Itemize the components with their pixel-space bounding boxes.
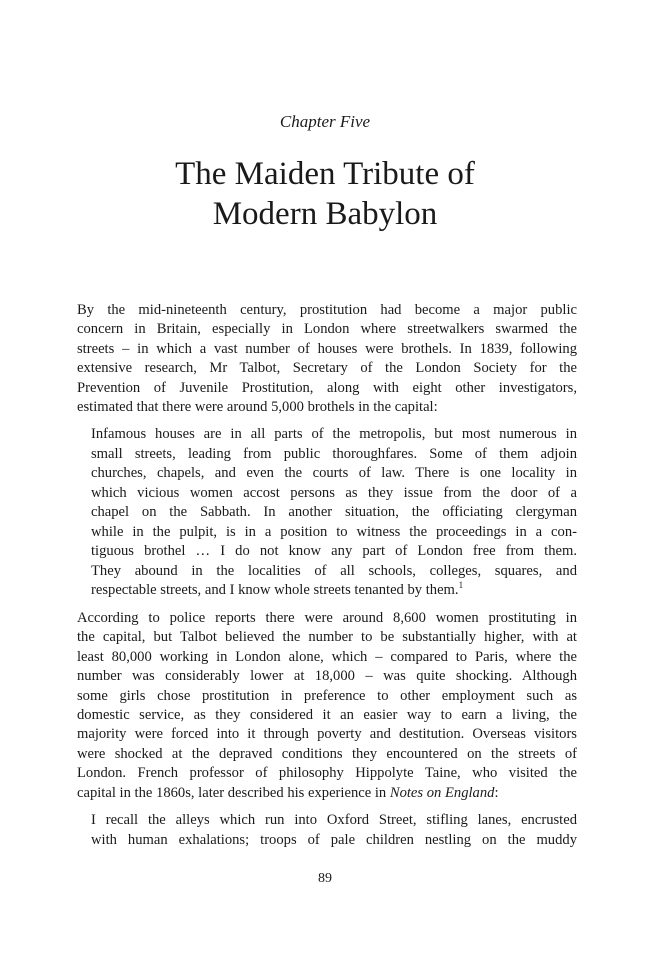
quote-line-text: respectable streets, and I know whole streets tenanted by them.	[91, 582, 459, 599]
text-line: London. French professor of philosophy Hippolyte Taine, who visited the	[77, 765, 577, 782]
body-text	[77, 301, 577, 858]
text-line: concern in Britain, especially in London where streetwalkers swarmed the	[77, 321, 577, 338]
book-title-italic: Notes on England	[389, 784, 495, 801]
text-line: were shocked at the depraved conditions they encountered on the streets of	[77, 745, 577, 762]
quote-line: I recall the alleys which run into Oxford Street, stifling lanes, encrusted	[91, 812, 577, 828]
quote-line: while in the pulpit, is in a position to witness the proceedings in a con-	[91, 523, 577, 540]
paragraph-1	[77, 301, 577, 417]
quote-line: churches, chapels, and even the courts of law. There is one locality in	[91, 465, 577, 482]
chapter-title-line-1: The Maiden Tribute of	[175, 156, 475, 192]
text-line: the capital, but Talbot believed the number to be substantially higher, with at	[77, 629, 577, 646]
text-segment: :	[494, 784, 499, 801]
quote-line: chapel on the Sabbath. In another situation, the officiating clergyman	[91, 504, 577, 521]
quote-line: which vicious women accost persons as they issue from the door of a	[91, 484, 577, 501]
block-quote-2	[91, 811, 577, 850]
page-number: 89	[318, 871, 332, 886]
text-line: estimated that there were around 5,000 brothels in the capital:	[77, 399, 438, 416]
text-line: According to police reports there were around 8,600 women prostituting in	[77, 609, 577, 626]
quote-line: They abound in the localities of all schools, colleges, squares, and	[91, 562, 577, 579]
footnote-ref[interactable]: 1	[458, 580, 464, 591]
paragraph-2	[77, 609, 577, 803]
quote-line: Infamous houses are in all parts of the metropolis, but most numerous in	[91, 426, 577, 443]
quote-line-last	[91, 581, 577, 601]
text-line: number was considerably lower at 18,000 – was quite shocking. Although	[77, 668, 577, 685]
text-line: domestic service, as they considered it an easier way to earn a living, the	[77, 706, 577, 723]
text-line: Prevention of Juvenile Prostitution, along with eight other investigators,	[77, 379, 577, 396]
text-line: extensive research, Mr Talbot, Secretary of the London Society for the	[77, 360, 577, 377]
text-line: least 80,000 working in London alone, which – compared to Paris, where the	[77, 648, 577, 665]
text-line: By the mid-nineteenth century, prostitution had become a major public	[77, 302, 577, 318]
quote-line: tiguous brothel … I do not know any part of London free from them.	[91, 543, 577, 560]
chapter-label: Chapter Five	[279, 112, 371, 131]
text-line-last	[77, 784, 577, 803]
chapter-title-line-2: Modern Babylon	[212, 196, 438, 232]
text-segment: capital in the 1860s, later described his experience in	[77, 784, 390, 801]
text-line: streets – in which a vast number of houses were brothels. In 1839, following	[77, 340, 577, 357]
text-line: some girls chose prostitution in preference to other employment such as	[77, 687, 577, 704]
quote-line: small streets, leading from public thoroughfares. Some of them adjoin	[91, 445, 577, 462]
block-quote-1	[91, 425, 577, 601]
quote-line: with human exhalations; troops of pale children nestling on the muddy	[91, 831, 577, 848]
chapter-title	[0, 154, 650, 234]
text-line: majority were forced into it through poverty and destitution. Overseas visitors	[77, 726, 577, 743]
